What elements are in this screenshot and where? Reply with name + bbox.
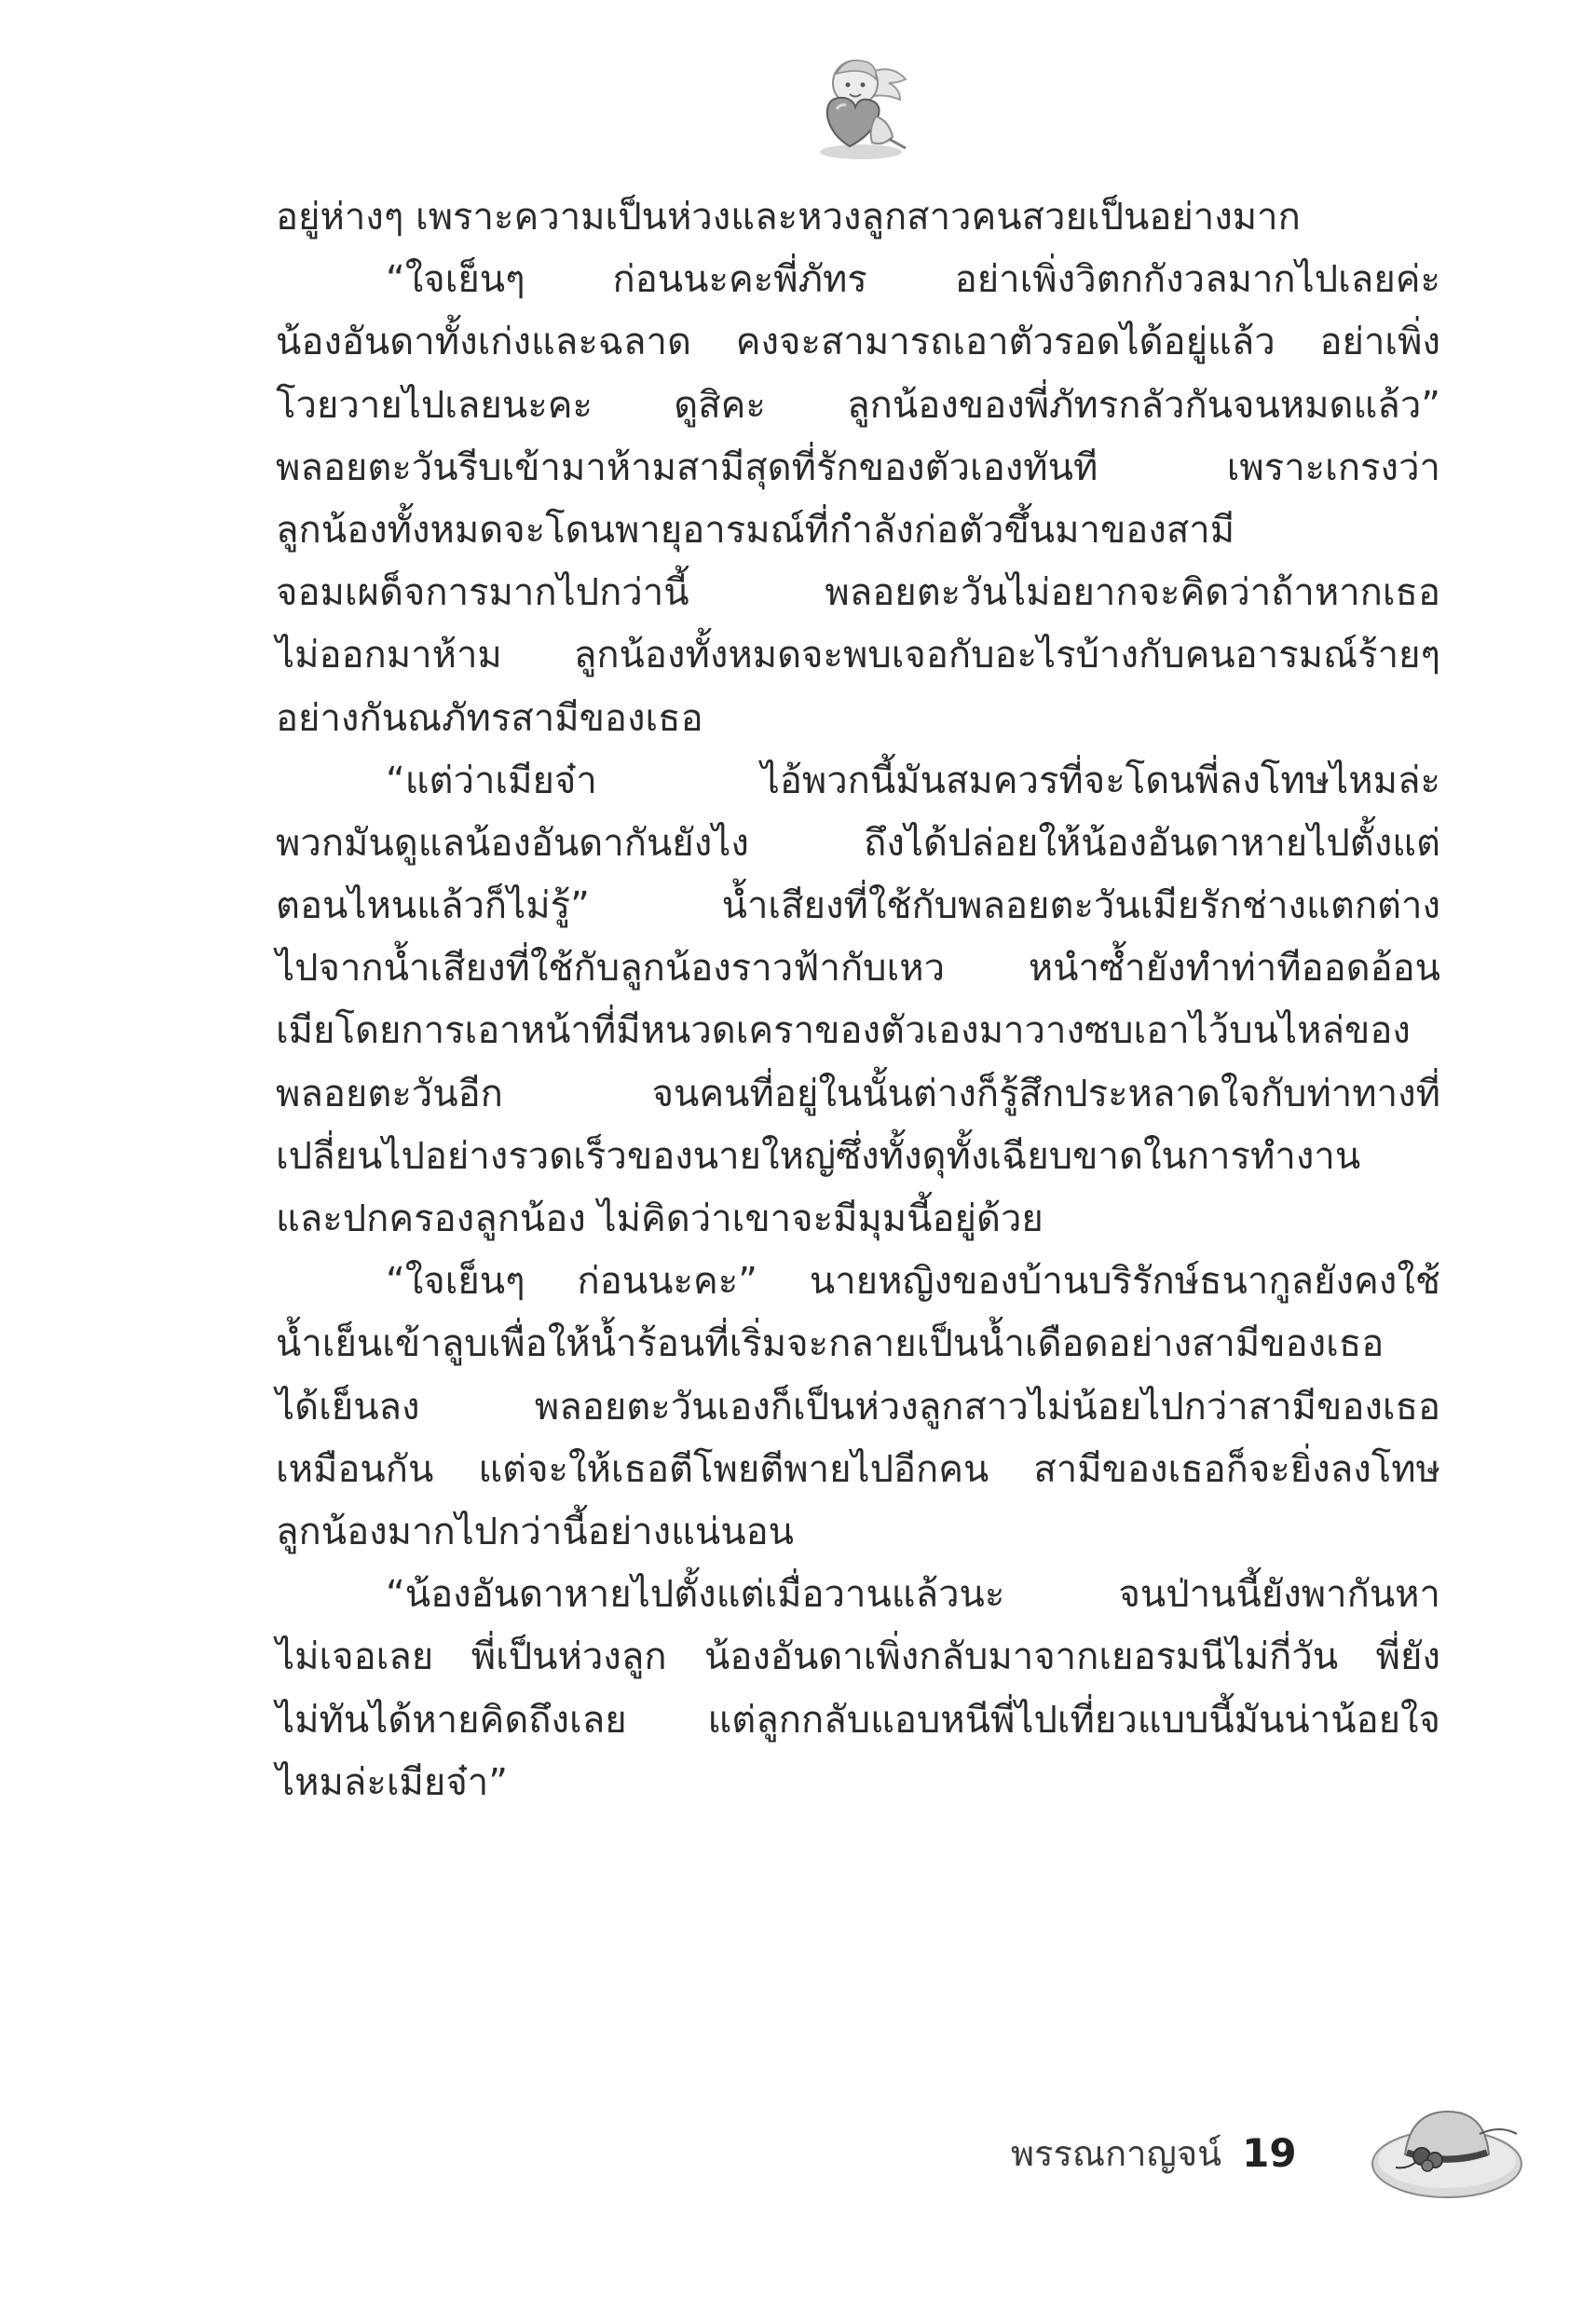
text-line: พลอยตะวันอีก จนคนที่อยู่ในนั้นต่างก็รู้สึกประหลาดใจกับท่าทางที่ [276, 1072, 1440, 1115]
cupid-illustration [799, 51, 921, 163]
text-line: ลูกน้องทั้งหมดจะโดนพายุอารมณ์ที่กำลังก่อตัวขึ้นมาของสามี [276, 508, 1235, 552]
text-line: “ใจเย็นๆ ก่อนนะคะพี่ภัทร อย่าเพิ่งวิตกกังวลมากไปเลยค่ะ [386, 258, 1440, 302]
text-line: เมียโดยการเอาหน้าที่มีหนวดเคราของตัวเองมาวางซบเอาไว้บนไหล่ของ [276, 1009, 1411, 1053]
text-line: จอมเผด็จการมากไปกว่านี้ พลอยตะวันไม่อยากจะคิดว่าถ้าหากเธอ [276, 571, 1440, 615]
paragraph [276, 186, 1440, 249]
text-line: เปลี่ยนไปอย่างรวดเร็วของนายใหญ่ซึ่งทั้งดุทั้งเฉียบขาดในการทำงาน [276, 1134, 1361, 1178]
paragraph [276, 1251, 1440, 1564]
paragraph [276, 750, 1440, 1251]
paragraph [276, 249, 1440, 750]
text-line: ไม่ออกมาห้าม ลูกน้องทั้งหมดจะพบเจอกับอะไรบ้างกับคนอารมณ์ร้ายๆ [276, 634, 1440, 677]
running-title: พรรณกาญจน์ [1011, 2132, 1222, 2174]
text-line: ไม่ทันได้หายคิดถึงเลย แต่ลูกกลับแอบหนีพี่ไปเที่ยวแบบนี้มันน่าน้อยใจ [276, 1698, 1440, 1742]
text-line: ตอนไหนแล้วก็ไม่รู้” น้ำเสียงที่ใช้กับพลอยตะวันเมียรักช่างแตกต่าง [276, 884, 1440, 928]
text-line: “แต่ว่าเมียจ๋า ไอ้พวกนี้มันสมควรที่จะโดนพี่ลงโทษไหมล่ะ [386, 759, 1440, 802]
text-line: “น้องอันดาหายไปตั้งแต่เมื่อวานแล้วนะ จนป่านนี้ยังพากันหา [386, 1573, 1440, 1617]
page-number: 19 [1242, 2129, 1297, 2176]
page-footer [1011, 2115, 1297, 2190]
text-line: พวกมันดูแลน้องอันดากันยังไง ถึงได้ปล่อยให้น้องอันดาหายไปตั้งแต่ [276, 821, 1440, 865]
text-line: ไปจากน้ำเสียงที่ใช้กับลูกน้องราวฟ้ากับเหว หนำซ้ำยังทำท่าทีออดอ้อน [276, 947, 1440, 991]
text-line: ไม่เจอเลย พี่เป็นห่วงลูก น้องอันดาเพิ่งกลับมาจากเยอรมนีไม่กี่วัน พี่ยัง [276, 1635, 1440, 1679]
text-line: ไหมล่ะเมียจ๋า” [276, 1760, 508, 1804]
chapter-body-text [276, 186, 1440, 1814]
paragraph [276, 1564, 1440, 1814]
text-line: น้องอันดาทั้งเก่งและฉลาด คงจะสามารถเอาตัวรอดได้อยู่แล้ว อย่าเพิ่ง [276, 321, 1440, 364]
text-line: อย่างกันณภัทรสามีของเธอ [276, 696, 703, 740]
text-line: น้ำเย็นเข้าลูบเพื่อให้น้ำร้อนที่เริ่มจะกลายเป็นน้ำเดือดอย่างสามีของเธอ [276, 1322, 1385, 1366]
text-line: โวยวายไปเลยนะคะ ดูสิคะ ลูกน้องของพี่ภัทรกลัวกันจนหมดแล้ว” [276, 383, 1440, 427]
text-line: ได้เย็นลง พลอยตะวันเองก็เป็นห่วงลูกสาวไม่น้อยไปกว่าสามีของเธอ [276, 1385, 1440, 1429]
text-line: เหมือนกัน แต่จะให้เธอตีโพยตีพายไปอีกคน สามีของเธอก็จะยิ่งลงโทษ [276, 1447, 1440, 1491]
text-line: และปกครองลูกน้อง ไม่คิดว่าเขาจะมีมุมนี้อยู่ด้วย [276, 1197, 1044, 1240]
text-line: พลอยตะวันรีบเข้ามาห้ามสามีสุดที่รักของตัวเองทันที เพราะเกรงว่า [276, 445, 1440, 489]
text-line: อยู่ห่างๆ เพราะความเป็นห่วงและหวงลูกสาวคนสวยเป็นอย่างมาก [276, 196, 1301, 239]
text-line: “ใจเย็นๆ ก่อนนะคะ” นายหญิงของบ้านบริรักษ์ธนากูลยังคงใช้ [386, 1260, 1440, 1304]
sun-hat-illustration [1368, 2097, 1526, 2208]
text-line: ลูกน้องมากไปกว่านี้อย่างแน่นอน [276, 1510, 794, 1553]
